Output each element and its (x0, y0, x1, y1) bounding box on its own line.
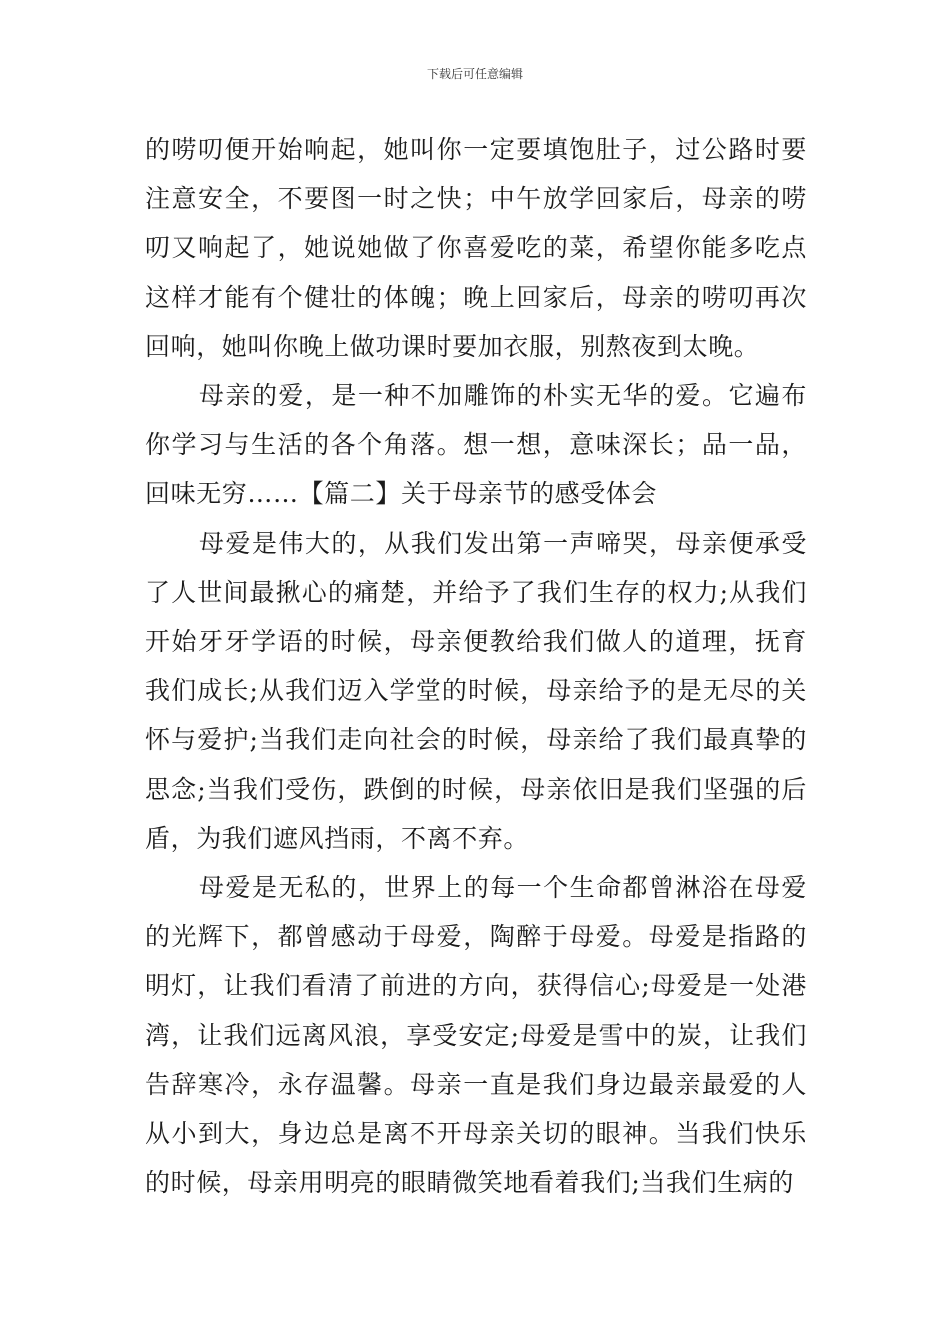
paragraph-motherly-love-selfless: 母爱是无私的，世界上的每一个生命都曾淋浴在母爱的光辉下，都曾感动于母爱，陶醉于母爱。母爱是指路的明灯，让我们看清了前进的方向，获得信心;母爱是一处港湾，让我们远离风浪，享受安定;母爱是雪中的炭，让我们告辞寒冷，永存温馨。母亲一直是我们身边最亲最爱的人从小到大，身边总是离不开母亲关切的眼神。当我们快乐的时候，母亲用明亮的眼睛微笑地看着我们;当我们生病的 (145, 873, 807, 1198)
paragraph-mothers-love: 母亲的爱，是一种不加雕饰的朴实无华的爱。它遍布你学习与生活的各个角落。想一想，意味深长；品一品，回味无穷……【篇二】关于母亲节的感受体会 (145, 381, 807, 509)
paragraph-motherly-love-great: 母爱是伟大的，从我们发出第一声啼哭，母亲便承受了人世间最揪心的痛楚，并给予了我们生存的权力;从我们开始牙牙学语的时候，母亲便教给我们做人的道理，抚育我们成长;从我们迈入学堂的时候，母亲给予的是无尽的关怀与爱护;当我们走向社会的时候，母亲给了我们最真挚的思念;当我们受伤，跌倒的时候，母亲依旧是我们坚强的后盾，为我们遮风挡雨，不离不弃。 (145, 528, 807, 853)
paragraph-continuation: 的唠叨便开始响起，她叫你一定要填饱肚子，过公路时要注意安全，不要图一时之快；中午放学回家后，母亲的唠叨又响起了，她说她做了你喜爱吃的菜，希望你能多吃点这样才能有个健壮的体魄；晚上回家后，母亲的唠叨再次回响，她叫你晚上做功课时要加衣服，别熬夜到太晚。 (145, 135, 807, 361)
page-header-note: 下载后可任意编辑 (426, 67, 523, 81)
document-body (145, 125, 807, 1207)
